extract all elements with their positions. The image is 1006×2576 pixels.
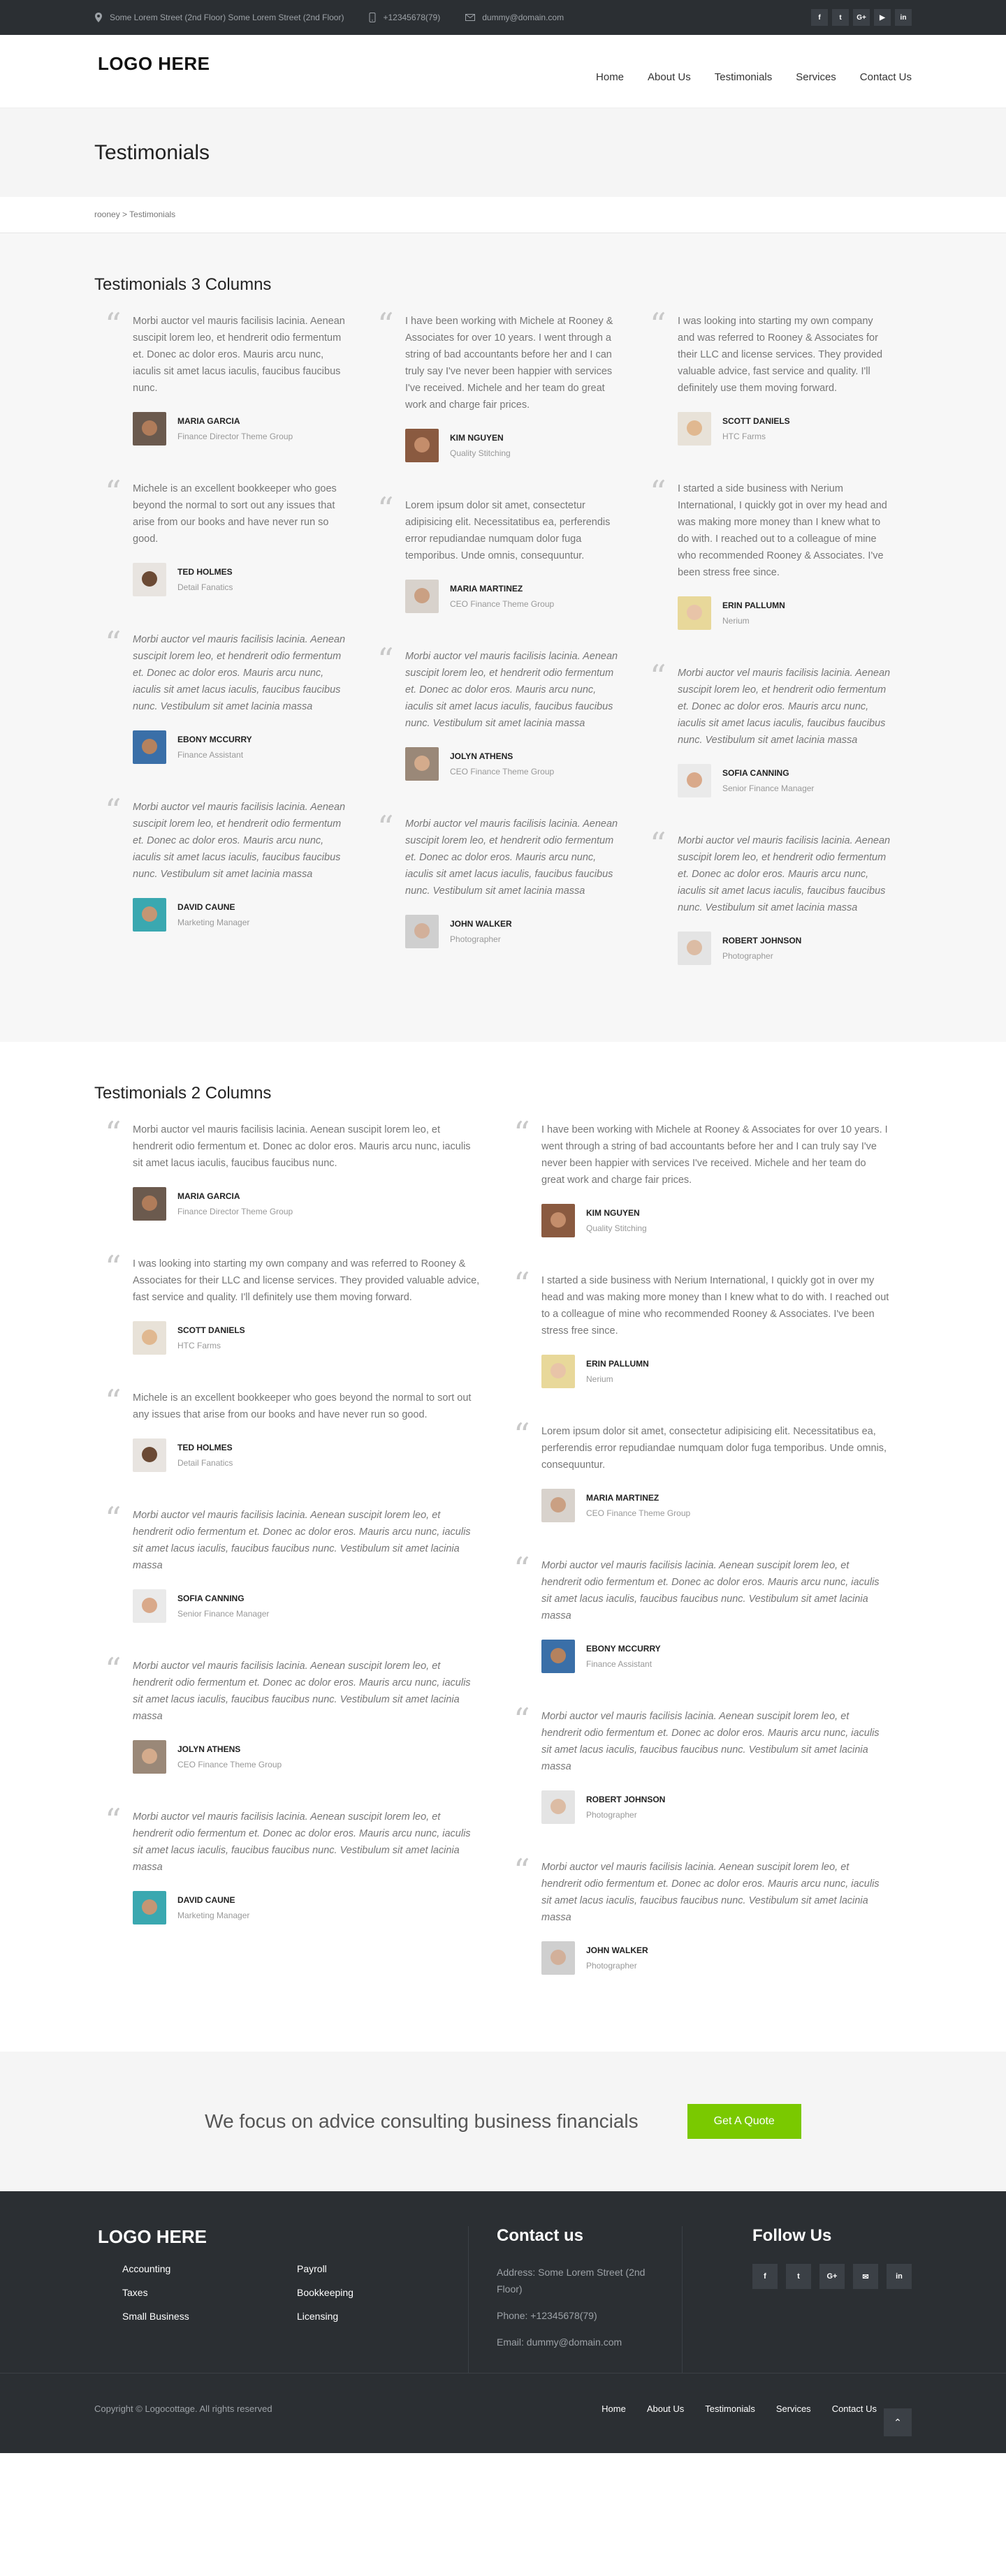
testimonial-author <box>133 730 346 764</box>
google-plus-icon[interactable]: G+ <box>853 9 870 26</box>
testimonial-author <box>541 1204 891 1237</box>
footer-link-payroll[interactable]: Payroll <box>297 2263 327 2274</box>
testimonials-3-columns-section <box>0 233 1006 1042</box>
footer-logo[interactable]: LOGO HERE <box>98 2226 207 2247</box>
site-logo[interactable]: LOGO HERE <box>98 53 210 74</box>
footer-link-bookkeeping[interactable]: Bookkeeping <box>297 2287 353 2298</box>
quote-icon: “ <box>105 1651 122 1688</box>
testimonial-card <box>94 1802 482 1924</box>
main-nav <box>596 71 912 83</box>
footer-nav-services[interactable]: Services <box>775 2403 811 2414</box>
quote-icon: “ <box>513 1416 530 1454</box>
testimonial-column <box>94 306 367 1000</box>
twitter-icon[interactable]: t <box>786 2264 811 2289</box>
cta-banner <box>0 2052 1006 2191</box>
testimonial-card <box>367 641 618 781</box>
avatar <box>133 563 166 596</box>
author-role: CEO Finance Theme Group <box>450 767 555 777</box>
testimonial-author <box>133 412 346 446</box>
quote-icon: “ <box>650 473 666 511</box>
breadcrumb <box>0 197 1006 233</box>
testimonial-author <box>541 1941 891 1975</box>
address-item <box>94 13 344 22</box>
email-item[interactable] <box>465 13 564 22</box>
testimonials-grid-3 <box>94 306 912 1000</box>
author-role: Finance Assistant <box>177 750 244 760</box>
testimonial-card <box>503 1852 891 1975</box>
avatar <box>405 580 439 613</box>
testimonial-author <box>133 1589 482 1623</box>
google-plus-icon[interactable]: G+ <box>819 2264 845 2289</box>
quote-icon: “ <box>513 1114 530 1152</box>
testimonial-author <box>133 1740 482 1774</box>
testimonial-text: I was looking into starting my own company and was referred to Rooney & Associates for their LLC and license services. They provided valuable advice, fast service and quality. I'll definitely use them moving forward. <box>678 316 883 394</box>
author-name: JOLYN ATHENS <box>177 1744 241 1754</box>
copyright: Copyright © Logocottage. All rights reserved <box>94 2403 272 2414</box>
quote-icon: “ <box>377 809 394 846</box>
testimonial-author <box>678 412 891 446</box>
section-title: Testimonials 3 Columns <box>94 275 272 294</box>
nav-contact-us[interactable]: Contact Us <box>859 71 912 83</box>
testimonial-card <box>94 1383 482 1472</box>
quote-icon: “ <box>377 641 394 679</box>
avatar <box>133 1740 166 1774</box>
footer-contact <box>468 2226 683 2373</box>
testimonial-card <box>503 1114 891 1237</box>
testimonial-text: Morbi auctor vel mauris facilisis lacinia. Aenean suscipit lorem leo, et hendrerit odio fermentum et. Donec ac dolor eros. Mauris arcu nunc, iaculis sit amet lacus iaculis, faucibus faucibus nunc. Vestibulum sit amet lacinia massa <box>133 802 346 880</box>
author-role: CEO Finance Theme Group <box>450 599 555 609</box>
testimonial-card <box>503 1701 891 1824</box>
testimonial-text: Michele is an excellent bookkeeper who goes beyond the normal to sort out any issues that arise from our books and have never run so good. <box>133 483 337 545</box>
testimonials-grid-2 <box>94 1114 912 2010</box>
testimonial-text: I was looking into starting my own company and was referred to Rooney & Associates for their LLC and license services. They provided valuable advice, fast service and quality. I'll definitely use them moving forward. <box>133 1258 480 1303</box>
author-name: SOFIA CANNING <box>722 768 789 778</box>
testimonial-card <box>639 473 891 630</box>
author-role: CEO Finance Theme Group <box>586 1508 691 1518</box>
footer-link-small-business[interactable]: Small Business <box>122 2311 189 2322</box>
author-name: ERIN PALLUMN <box>722 601 785 610</box>
avatar <box>678 596 711 630</box>
follow-title: Follow Us <box>752 2226 832 2245</box>
author-name: EBONY MCCURRY <box>586 1644 661 1654</box>
author-name: TED HOLMES <box>177 1443 233 1452</box>
author-name: KIM NGUYEN <box>450 433 504 443</box>
site-header <box>0 35 1006 108</box>
quote-icon: “ <box>105 473 122 511</box>
facebook-icon[interactable]: f <box>811 9 828 26</box>
footer-social-links <box>752 2264 912 2289</box>
testimonial-text: I started a side business with Nerium International, I quickly got in over my head and was making more money than I knew what to do with. I reached out to a colleague of mine who recommended Rooney & Associates. I've been stress free since. <box>678 483 887 578</box>
testimonial-card <box>639 306 891 446</box>
author-role: Detail Fanatics <box>177 582 233 592</box>
quote-icon: “ <box>650 825 666 863</box>
author-role: Senior Finance Manager <box>722 783 815 793</box>
avatar <box>405 429 439 462</box>
author-name: MARIA GARCIA <box>177 416 240 426</box>
footer-email[interactable]: Email: dummy@domain.com <box>497 2336 622 2348</box>
testimonial-text: Morbi auctor vel mauris facilisis lacinia. Aenean suscipit lorem leo, et hendrerit odio fermentum et. Donec ac dolor eros. Mauris arcu nunc, iaculis sit amet lacus iaculis, faucibus faucibus nunc. Vestibulum sit amet lacinia massa <box>133 634 346 712</box>
testimonial-author <box>405 580 618 613</box>
testimonial-card <box>503 1550 891 1673</box>
testimonial-text: Michele is an excellent bookkeeper who goes beyond the normal to sort out any issues that arise from our books and have never run so good. <box>133 1392 472 1420</box>
testimonial-text: I have been working with Michele at Rooney & Associates for over 10 years. I went through a string of bad accountants before her and I can truly say I've never been happier with services I've received. Michele and her team do great work and charge fair prices. <box>541 1124 888 1186</box>
quote-icon: “ <box>377 490 394 528</box>
cta-text: We focus on advice consulting business financials <box>205 2110 639 2132</box>
testimonial-column <box>503 1114 912 2010</box>
nav-testimonials[interactable]: Testimonials <box>714 71 773 83</box>
testimonial-author <box>678 932 891 965</box>
quote-icon: “ <box>105 1500 122 1538</box>
author-role: CEO Finance Theme Group <box>177 1760 282 1769</box>
footer-link-licensing[interactable]: Licensing <box>297 2311 339 2322</box>
testimonial-text: Morbi auctor vel mauris facilisis lacinia. Aenean suscipit lorem leo, et hendrerit odio fermentum et. Donec ac dolor eros. Mauris arcu nunc, iaculis sit amet lacus iaculis, faucibus faucibus nunc. Vestibulum sit amet lacinia massa <box>133 1510 471 1571</box>
quote-icon: “ <box>513 1550 530 1588</box>
testimonial-text: Morbi auctor vel mauris facilisis lacinia. Aenean suscipit lorem leo, et hendrerit odio fermentum et. Donec ac dolor eros. Mauris arcu nunc, iaculis sit amet lacus iaculis, faucibus faucibus nunc. Vestibulum sit amet lacinia massa <box>541 1711 880 1772</box>
footer-nav-contact-us[interactable]: Contact Us <box>831 2403 877 2414</box>
testimonial-text: Morbi auctor vel mauris facilisis lacinia. Aenean suscipit lorem leo, et hendrerit odio fermentum et. Donec ac dolor eros. Mauris arcu nunc, iaculis sit amet lacus iaculis, faucibus faucibus nunc. Vestibulum sit amet lacinia massa <box>678 668 891 746</box>
author-name: JOLYN ATHENS <box>450 751 513 761</box>
author-name: SCOTT DANIELS <box>177 1325 245 1335</box>
avatar <box>133 1187 166 1221</box>
quote-icon: “ <box>650 306 666 344</box>
author-role: Finance Director Theme Group <box>177 1207 293 1216</box>
footer-nav-about-us[interactable]: About Us <box>646 2403 685 2414</box>
author-name: TED HOLMES <box>177 567 233 577</box>
avatar <box>541 1489 575 1522</box>
twitter-icon[interactable]: t <box>832 9 849 26</box>
mail-icon[interactable]: ✉ <box>853 2264 878 2289</box>
author-name: ROBERT JOHNSON <box>722 936 802 945</box>
author-name: JOHN WALKER <box>586 1945 648 1955</box>
author-role: Finance Assistant <box>586 1659 653 1669</box>
author-name: JOHN WALKER <box>450 919 512 929</box>
author-role: Senior Finance Manager <box>177 1609 270 1619</box>
footer-links <box>94 2263 444 2322</box>
author-name: ERIN PALLUMN <box>586 1359 649 1369</box>
testimonial-card <box>503 1265 891 1388</box>
avatar <box>133 1321 166 1355</box>
quote-icon: “ <box>105 1249 122 1286</box>
testimonial-text: Morbi auctor vel mauris facilisis lacinia. Aenean suscipit lorem leo, et hendrerit odio fermentum et. Donec ac dolor eros. Mauris arcu nunc, iaculis sit amet lacus iaculis, faucibus faucibus nunc. Vestibulum sit amet lacinia massa <box>678 835 891 913</box>
quote-icon: “ <box>513 1265 530 1303</box>
avatar <box>133 1589 166 1623</box>
testimonial-text: I started a side business with Nerium International, I quickly got in over my head and was making more money than I knew what to do with. I reached out to a colleague of mine who recommended Rooney & Associates. I've been stress free since. <box>541 1275 889 1337</box>
author-name: MARIA GARCIA <box>177 1191 240 1201</box>
author-name: DAVID CAUNE <box>177 902 235 912</box>
testimonial-card <box>503 1416 891 1522</box>
testimonial-text: Morbi auctor vel mauris facilisis lacinia. Aenean suscipit lorem leo, et hendrerit odio fermentum et. Donec ac dolor eros. Mauris arcu nunc, iaculis sit amet lacus iaculis, faucibus faucibus nunc. Vestibulum sit amet lacinia massa <box>541 1560 880 1621</box>
testimonial-text: I have been working with Michele at Rooney & Associates for over 10 years. I went through a string of bad accountants before her and I can truly say I've never been happier with services I've received. Michele and her team do great work and charge fair prices. <box>405 316 613 411</box>
testimonial-card <box>639 658 891 797</box>
avatar <box>541 1941 575 1975</box>
quote-icon: “ <box>105 792 122 830</box>
section-title: Testimonials 2 Columns <box>94 1084 272 1103</box>
testimonial-text: Lorem ipsum dolor sit amet, consectetur adipisicing elit. Necessitatibus ea, perferendis error repudiandae numquam dolor fuga temporibus. Unde omnis, consequuntur. <box>405 500 611 561</box>
address-text: Some Lorem Street (2nd Floor) Some Lorem Street (2nd Floor) <box>110 13 344 22</box>
footer-nav-home[interactable]: Home <box>602 2403 626 2414</box>
avatar <box>541 1640 575 1673</box>
author-role: Photographer <box>450 934 501 944</box>
nav-about-us[interactable]: About Us <box>648 71 691 83</box>
avatar <box>541 1204 575 1237</box>
testimonial-author <box>678 596 891 630</box>
avatar <box>541 1355 575 1388</box>
avatar <box>133 1891 166 1924</box>
author-name: SOFIA CANNING <box>177 1594 245 1603</box>
testimonial-card <box>94 473 346 596</box>
author-role: Nerium <box>722 616 750 626</box>
testimonial-card <box>94 306 346 446</box>
testimonial-author <box>133 1187 482 1221</box>
avatar <box>678 412 711 446</box>
quote-icon: “ <box>105 1802 122 1839</box>
linkedin-icon[interactable]: in <box>887 2264 912 2289</box>
get-a-quote-button[interactable]: Get A Quote <box>687 2104 801 2139</box>
testimonial-text: Morbi auctor vel mauris facilisis lacinia. Aenean suscipit lorem leo, et hendrerit odio fermentum et. Donec ac dolor eros. Mauris arcu nunc, iaculis sit amet lacus iaculis, faucibus faucibus nunc. Vestibulum sit amet lacinia massa <box>405 818 618 897</box>
author-role: Detail Fanatics <box>177 1458 233 1468</box>
testimonial-text: Morbi auctor vel mauris facilisis lacinia. Aenean suscipit lorem leo, et hendrerit odio fermentum et. Donec ac dolor eros. Mauris arcu nunc, iaculis sit amet lacus iaculis, faucibus faucibus nunc. Vestibulum sit amet lacinia massa <box>133 1661 471 1722</box>
envelope-icon <box>465 14 475 21</box>
testimonial-card <box>94 792 346 932</box>
email-text[interactable]: dummy@domain.com <box>482 13 564 22</box>
page-title: Testimonials <box>94 141 210 164</box>
quote-icon: “ <box>650 658 666 695</box>
youtube-icon[interactable]: ▶ <box>874 9 891 26</box>
quote-icon: “ <box>105 624 122 662</box>
avatar <box>678 764 711 797</box>
author-role: Finance Director Theme Group <box>177 432 293 441</box>
author-role: Marketing Manager <box>177 1911 250 1920</box>
quote-icon: “ <box>105 1114 122 1152</box>
avatar <box>133 898 166 932</box>
footer-links-column <box>94 2226 444 2373</box>
author-name: MARIA MARTINEZ <box>450 584 523 594</box>
testimonial-card <box>367 809 618 948</box>
author-name: MARIA MARTINEZ <box>586 1493 659 1503</box>
author-name: KIM NGUYEN <box>586 1208 640 1218</box>
testimonial-text: Morbi auctor vel mauris facilisis lacinia. Aenean suscipit lorem leo, et hendrerit odio fermentum et. Donec ac dolor eros. Mauris arcu nunc, iaculis sit amet lacus iaculis, faucibus faucibus nunc. Vestibulum sit amet lacinia massa <box>541 1862 880 1923</box>
author-name: ROBERT JOHNSON <box>586 1795 666 1804</box>
footer <box>0 2191 1006 2373</box>
author-role: Photographer <box>722 951 773 961</box>
footer-nav-testimonials[interactable]: Testimonials <box>705 2403 755 2414</box>
testimonials-2-columns-section <box>0 1042 1006 2052</box>
testimonial-column <box>94 1114 503 2010</box>
footer-nav <box>602 2404 877 2414</box>
testimonial-author <box>133 1438 482 1472</box>
author-role: Quality Stitching <box>450 448 511 458</box>
testimonial-card <box>639 825 891 965</box>
phone-text: +12345678(79) <box>383 13 441 22</box>
testimonial-author <box>541 1355 891 1388</box>
page-title-banner <box>0 108 1006 197</box>
testimonial-column <box>639 306 912 1000</box>
testimonial-author <box>133 1891 482 1924</box>
testimonial-card <box>94 624 346 764</box>
testimonial-column <box>367 306 639 1000</box>
testimonial-author <box>541 1489 891 1522</box>
author-role: Marketing Manager <box>177 918 250 927</box>
avatar <box>541 1790 575 1824</box>
testimonial-author <box>678 764 891 797</box>
testimonial-author <box>541 1790 891 1824</box>
nav-services[interactable]: Services <box>796 71 836 83</box>
testimonial-author <box>405 915 618 948</box>
author-role: Quality Stitching <box>586 1223 647 1233</box>
breadcrumb-text[interactable]: rooney > Testimonials <box>94 209 176 219</box>
linkedin-icon[interactable]: in <box>895 9 912 26</box>
footer-link-taxes[interactable]: Taxes <box>122 2287 148 2298</box>
testimonial-text: Morbi auctor vel mauris facilisis lacinia. Aenean suscipit lorem leo, et hendrerit odio fermentum et. Donec ac dolor eros. Mauris arcu nunc, iaculis sit amet lacus iaculis, faucibus faucibus nunc. Vestibulum sit amet lacinia massa <box>133 1811 471 1873</box>
author-role: HTC Farms <box>177 1341 221 1350</box>
back-to-top-icon[interactable]: ⌃ <box>884 2408 912 2436</box>
testimonial-text: Morbi auctor vel mauris facilisis lacinia. Aenean suscipit lorem leo, et hendrerit odio fermentum et. Donec ac dolor eros. Mauris arcu nunc, iaculis sit amet lacus iaculis, faucibus faucibus nunc. <box>133 316 345 394</box>
testimonial-text: Lorem ipsum dolor sit amet, consectetur adipisicing elit. Necessitatibus ea, perferendis error repudiandae numquam dolor fuga temporibus. Unde omnis, consequuntur. <box>541 1426 887 1471</box>
testimonial-author <box>541 1640 891 1673</box>
author-role: Nerium <box>586 1374 613 1384</box>
footer-follow <box>683 2226 912 2373</box>
contact-title: Contact us <box>497 2226 584 2245</box>
footer-link-accounting[interactable]: Accounting <box>122 2263 171 2274</box>
testimonial-author <box>405 747 618 781</box>
avatar <box>133 412 166 446</box>
quote-icon: “ <box>513 1701 530 1739</box>
avatar <box>133 1438 166 1472</box>
facebook-icon[interactable]: f <box>752 2264 778 2289</box>
quote-icon: “ <box>513 1852 530 1890</box>
avatar <box>405 915 439 948</box>
quote-icon: “ <box>105 1383 122 1420</box>
phone-item <box>369 13 440 22</box>
quote-icon: “ <box>105 306 122 344</box>
testimonial-card <box>367 306 618 462</box>
testimonial-card <box>94 1500 482 1623</box>
testimonial-card <box>94 1249 482 1355</box>
nav-home[interactable]: Home <box>596 71 625 83</box>
author-name: DAVID CAUNE <box>177 1895 235 1905</box>
testimonial-author <box>405 429 618 462</box>
top-bar <box>0 0 1006 35</box>
testimonial-author <box>133 563 346 596</box>
testimonial-author <box>133 898 346 932</box>
map-pin-icon <box>94 13 103 22</box>
avatar <box>678 932 711 965</box>
testimonial-text: Morbi auctor vel mauris facilisis lacinia. Aenean suscipit lorem leo, et hendrerit odio fermentum et. Donec ac dolor eros. Mauris arcu nunc, iaculis sit amet lacus iaculis, faucibus faucibus nunc. <box>133 1124 471 1169</box>
testimonial-text: Morbi auctor vel mauris facilisis lacinia. Aenean suscipit lorem leo, et hendrerit odio fermentum et. Donec ac dolor eros. Mauris arcu nunc, iaculis sit amet lacus iaculis, faucibus faucibus nunc. Vestibulum sit amet lacinia massa <box>405 651 618 729</box>
top-social-links <box>811 9 912 26</box>
testimonial-card <box>367 490 618 613</box>
author-name: SCOTT DANIELS <box>722 416 790 426</box>
quote-icon: “ <box>377 306 394 344</box>
author-role: HTC Farms <box>722 432 766 441</box>
avatar <box>405 747 439 781</box>
testimonial-card <box>94 1114 482 1221</box>
avatar <box>133 730 166 764</box>
testimonial-card <box>94 1651 482 1774</box>
footer-address: Address: Some Lorem Street (2nd Floor) <box>497 2267 646 2295</box>
testimonial-author <box>133 1321 482 1355</box>
author-role: Photographer <box>586 1961 637 1971</box>
footer-phone: Phone: +12345678(79) <box>497 2310 597 2321</box>
bottom-bar <box>0 2373 1006 2453</box>
author-name: EBONY MCCURRY <box>177 735 252 744</box>
author-role: Photographer <box>586 1810 637 1820</box>
phone-icon <box>369 13 376 22</box>
